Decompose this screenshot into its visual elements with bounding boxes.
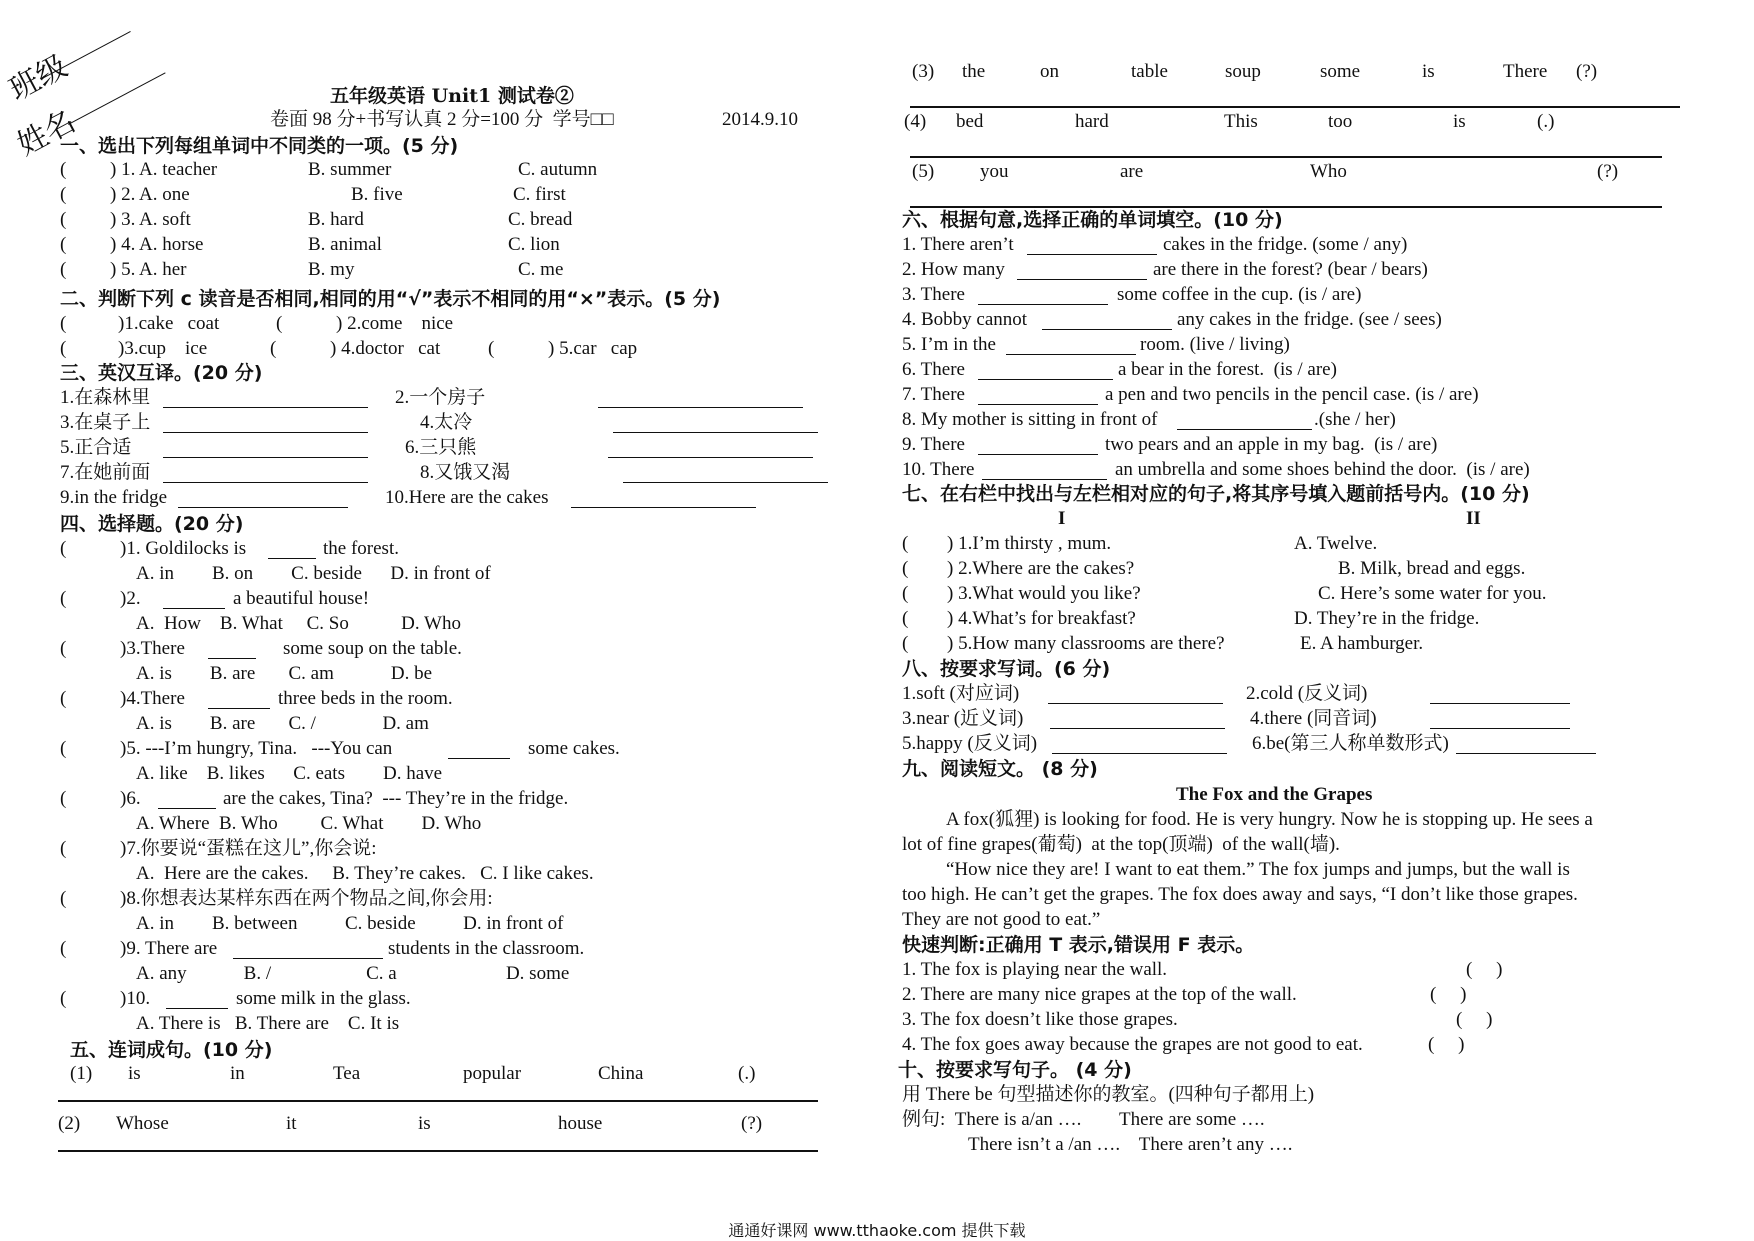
s3-answer-blank[interactable] [163,407,368,408]
s6-answer-blank[interactable] [978,304,1108,305]
s4-paren: ( [60,938,67,959]
s6-answer-blank[interactable] [978,379,1113,380]
s4-answer-blank[interactable] [208,658,256,659]
s3-item-right: 2.一个房子 [395,387,486,408]
section-8-heading: 八、按要求写词。(6 分) [902,658,1111,680]
s5-answer-line-2 [58,1150,818,1152]
name-label: 姓名 [11,103,82,163]
s4-options: A. like B. likes C. eats D. have [136,763,443,784]
section-9-heading: 九、阅读短文。 (8 分) [902,758,1098,780]
s3-answer-blank[interactable] [163,482,368,483]
s4-options: A. Here are the cakes. B. They’re cakes. C. I like cakes. [136,863,594,884]
s7-left-sentence: ) 2.Where are the cakes? [947,558,1135,579]
section-5-heading: 五、连词成句。(10 分) [70,1039,273,1061]
s6-answer-blank[interactable] [1006,354,1136,355]
s5-word: (2) [58,1113,81,1134]
s6-item-stem: 10. There [902,459,975,480]
s4-paren: ( [60,788,67,809]
s5-word: are [1120,161,1144,182]
s4-stem-b: some milk in the glass. [236,988,411,1009]
s4-stem-b: the forest. [323,538,399,559]
s10-line1: 用 There be 句型描述你的教室。(四种句子都用上) [902,1084,1315,1105]
s7-paren: ( [902,558,909,579]
s1-option-c: C. first [513,184,566,205]
s4-answer-blank[interactable] [166,1008,228,1009]
footer-source: 通通好课网 www.tthaoke.com 提供下载 [728,1221,1026,1240]
s2-r2-item4: ) 4.doctor cat [330,338,441,359]
s3-answer-blank[interactable] [163,432,368,433]
s1-option-c: C. bread [508,209,573,230]
exam-title: 五年级英语 Unit1 测试卷② [330,85,574,107]
section-4-heading: 四、选择题。(20 分) [60,513,244,535]
s4-stem-a: )7.你要说“蛋糕在这儿”,你会说: [120,838,377,859]
s6-item-rest: a pen and two pencils in the pencil case. (is / are) [1105,384,1479,405]
s6-item-stem: 5. I’m in the [902,334,996,355]
s4-stem-b: some cakes. [528,738,620,759]
s6-item-stem: 7. There [902,384,965,405]
s7-paren: ( [902,608,909,629]
s5-word: is [1422,61,1435,82]
s4-answer-blank[interactable] [208,708,270,709]
s8-item-right: 4.there (同音词) [1250,708,1377,729]
s7-right-sentence: A. Twelve. [1294,533,1378,554]
s4-paren: ( [60,538,67,559]
s4-stem-a: )4.There [120,688,185,709]
section-1-heading: 一、选出下列每组单词中不同类的一项。(5 分) [60,135,459,157]
s6-answer-blank[interactable] [1027,254,1157,255]
s1-option-c: C. autumn [518,159,598,180]
s4-options: A. any B. / C. a D. some [136,963,570,984]
s5-answer-line-3 [910,106,1680,108]
s1-option-a: ) 2. A. one [110,184,190,205]
s4-paren: ( [60,588,67,609]
s3-item-right: 8.又饿又渴 [420,462,511,483]
s5-word: it [286,1113,297,1134]
reading-p1a: A fox(狐狸) is looking for food. He is very hungry. Now he is stopping up. He sees a [946,809,1593,830]
s5-word: is [418,1113,431,1134]
s6-item-stem: 1. There aren’t [902,234,1014,255]
s6-item-rest: a bear in the forest. (is / are) [1118,359,1337,380]
s6-answer-blank[interactable] [978,454,1098,455]
s4-options: A. is B. are C. am D. be [136,663,433,684]
s4-answer-blank[interactable] [158,808,216,809]
s4-answer-blank[interactable] [233,958,383,959]
s5-word: Whose [116,1113,169,1134]
s5-word: This [1224,111,1258,132]
s4-paren: ( [60,838,67,859]
s4-stem-a: )3.There [120,638,185,659]
s5-answer-line-4 [910,156,1662,158]
s5-word: Who [1310,161,1347,182]
s4-options: A. How B. What C. So D. Who [136,613,461,634]
s8-item-left: 5.happy (反义词) [902,733,1038,754]
s4-options: A. There is B. There are C. It is [136,1013,400,1034]
s7-col-ii: II [1466,508,1481,529]
s6-item-stem: 8. My mother is sitting in front of [902,409,1158,430]
s5-word: (1) [70,1063,93,1084]
s5-word: house [558,1113,603,1134]
s5-word: Tea [333,1063,361,1084]
tf-answer-paren: ( ) [1428,1034,1465,1055]
s5-word: (3) [912,61,935,82]
section-10-heading: 十、按要求写句子。 (4 分) [898,1059,1132,1081]
s2-r2-item3: )3.cup ice [118,338,208,359]
s4-stem-b: three beds in the room. [278,688,453,709]
s8-item-left: 1.soft (对应词) [902,683,1020,704]
tf-statement: 3. The fox doesn’t like those grapes. [902,1009,1178,1030]
s3-answer-blank[interactable] [623,482,828,483]
s7-left-sentence: ) 1.I’m thirsty , mum. [947,533,1112,554]
s7-right-sentence: E. A hamburger. [1300,633,1424,654]
s6-item-rest: .(she / her) [1314,409,1396,430]
s5-word: you [980,161,1009,182]
s5-word: in [230,1063,245,1084]
s3-answer-blank[interactable] [178,507,348,508]
s5-word: (4) [904,111,927,132]
s1-paren: ( [60,234,67,255]
s2-r2-paren3: ( [488,338,495,359]
s7-right-sentence: B. Milk, bread and eggs. [1338,558,1526,579]
s1-option-b: B. five [351,184,403,205]
s7-left-sentence: ) 4.What’s for breakfast? [947,608,1136,629]
s4-stem-a: )10. [120,988,151,1009]
s6-item-rest: cakes in the fridge. (some / any) [1163,234,1408,255]
s6-item-rest: an umbrella and some shoes behind the door. (is / are) [1115,459,1530,480]
s1-option-a: ) 4. A. horse [110,234,204,255]
s6-item-rest: any cakes in the fridge. (see / sees) [1177,309,1442,330]
name-blank [68,72,166,125]
s4-paren: ( [60,988,67,1009]
s3-answer-blank[interactable] [598,407,803,408]
s5-word: soup [1225,61,1261,82]
s4-stem-b: are the cakes, Tina? --- They’re in the fridge. [223,788,569,809]
s4-paren: ( [60,738,67,759]
s4-stem-a: )5. ---I’m hungry, Tina. ---You can [120,738,393,759]
s5-word: the [962,61,986,82]
s1-option-b: B. my [308,259,355,280]
s8-item-right: 2.cold (反义词) [1246,683,1368,704]
s5-word: table [1131,61,1168,82]
s3-answer-blank[interactable] [163,457,368,458]
class-label: 班级 [3,48,74,108]
s3-item-left: 5.正合适 [60,437,132,458]
s8-answer-blank[interactable] [1048,703,1223,704]
s7-left-sentence: ) 5.How many classrooms are there? [947,633,1225,654]
section-7-heading: 七、在右栏中找出与左栏相对应的句子,将其序号填入题前括号内。(10 分) [902,483,1530,505]
s7-paren: ( [902,583,909,604]
s10-line2: 例句: There is a/an …. There are some …. [902,1109,1265,1130]
reading-p2b: too high. He can’t get the grapes. The fox does away and says, “I don’t like those grapes. [902,884,1578,905]
s4-stem-b: some soup on the table. [283,638,462,659]
s1-paren: ( [60,159,67,180]
s7-col-i: I [1058,508,1066,529]
s1-option-c: C. me [518,259,564,280]
s5-word: popular [463,1063,522,1084]
s1-paren: ( [60,209,67,230]
section-3-heading: 三、英汉互译。(20 分) [60,362,263,384]
s5-word: (?) [1576,61,1598,82]
s8-answer-blank[interactable] [1456,753,1596,754]
s3-item-right: 10.Here are the cakes [385,487,549,508]
s3-item-left: 3.在桌子上 [60,412,151,433]
s6-item-stem: 6. There [902,359,965,380]
tf-statement: 4. The fox goes away because the grapes are not good to eat. [902,1034,1363,1055]
tf-statement: 1. The fox is playing near the wall. [902,959,1168,980]
reading-p2a: “How nice they are! I want to eat them.” The fox jumps and jumps, but the wall is [946,859,1570,880]
s1-option-b: B. animal [308,234,382,255]
s2-r2-paren2: ( [270,338,277,359]
s6-item-rest: two pears and an apple in my bag. (is / are) [1105,434,1438,455]
s3-item-right: 6.三只熊 [405,437,477,458]
s2-r1-paren2: ( [276,313,283,334]
s8-answer-blank[interactable] [1430,728,1570,729]
s4-stem-a: )6. [120,788,141,809]
s5-word: hard [1075,111,1109,132]
s8-item-right: 6.be(第三人称单数形式) [1252,733,1449,754]
exam-subtitle: 卷面 98 分+书写认真 2 分=100 分 学号□□ [270,109,614,130]
s4-paren: ( [60,688,67,709]
s7-paren: ( [902,633,909,654]
s5-word: too [1328,111,1353,132]
s5-word: There [1503,61,1548,82]
s5-word: (.) [1537,111,1555,132]
s6-answer-blank[interactable] [1042,329,1172,330]
s4-paren: ( [60,888,67,909]
s1-paren: ( [60,259,67,280]
s6-item-rest: some coffee in the cup. (is / are) [1117,284,1362,305]
s8-item-left: 3.near (近义词) [902,708,1024,729]
s6-answer-blank[interactable] [982,479,1107,480]
s4-stem-a: )1. Goldilocks is [120,538,247,559]
s7-right-sentence: D. They’re in the fridge. [1294,608,1480,629]
s5-word: China [598,1063,644,1084]
tf-answer-paren: ( ) [1456,1009,1493,1030]
s7-left-sentence: ) 3.What would you like? [947,583,1141,604]
s3-item-right: 4.太冷 [420,412,473,433]
s6-item-stem: 3. There [902,284,965,305]
s4-stem-a: )9. There are [120,938,218,959]
s5-word: (?) [741,1113,763,1134]
s4-options: A. Where B. Who C. What D. Who [136,813,482,834]
s5-word: (.) [738,1063,756,1084]
section-6-heading: 六、根据句意,选择正确的单词填空。(10 分) [902,209,1283,231]
s6-item-stem: 2. How many [902,259,1005,280]
reading-p2c: They are not good to eat.” [902,909,1101,930]
tf-heading: 快速判断:正确用 T 表示,错误用 F 表示。 [902,934,1255,956]
s4-options: A. is B. are C. / D. am [136,713,429,734]
tf-answer-paren: ( ) [1430,984,1467,1005]
s3-item-left: 1.在森林里 [60,387,151,408]
s4-stem-b: students in the classroom. [388,938,585,959]
s6-item-stem: 4. Bobby cannot [902,309,1028,330]
s4-answer-blank[interactable] [163,608,225,609]
s5-answer-line-1 [58,1100,818,1102]
s1-option-a: ) 3. A. soft [110,209,191,230]
s4-stem-a: )8.你想表达某样东西在两个物品之间,你会用: [120,888,493,909]
s5-word: (5) [912,161,935,182]
section-2-heading: 二、判断下列 c 读音是否相同,相同的用“√”表示不相同的用“×”表示。(5 分) [60,288,721,310]
s8-answer-blank[interactable] [1052,753,1227,754]
s3-answer-blank[interactable] [608,457,813,458]
s6-answer-blank[interactable] [1017,279,1147,280]
s2-r1-item1: )1.cake coat [118,313,220,334]
reading-title: The Fox and the Grapes [1176,784,1373,805]
tf-answer-paren: ( ) [1466,959,1503,980]
s7-right-sentence: C. Here’s some water for you. [1318,583,1547,604]
s6-answer-blank[interactable] [1177,429,1312,430]
s8-answer-blank[interactable] [1050,728,1225,729]
s3-answer-blank[interactable] [571,507,756,508]
s3-item-left: 7.在她前面 [60,462,151,483]
s4-paren: ( [60,638,67,659]
s5-word: (?) [1597,161,1619,182]
tf-statement: 2. There are many nice grapes at the top of the wall. [902,984,1297,1005]
s6-answer-blank[interactable] [978,404,1098,405]
s2-r1-paren1: ( [60,313,67,334]
reading-p1b: lot of fine grapes(葡萄) at the top(顶端) of the wall(墙). [902,834,1340,855]
s7-paren: ( [902,533,909,554]
s1-option-a: ) 5. A. her [110,259,187,280]
s10-line3: There isn’t a /an …. There aren’t any …. [968,1134,1293,1155]
s6-item-stem: 9. There [902,434,965,455]
s1-option-b: B. summer [308,159,392,180]
s5-word: bed [956,111,984,132]
s4-answer-blank[interactable] [448,758,510,759]
s6-item-rest: are there in the forest? (bear / bears) [1153,259,1428,280]
s2-r1-item2: ) 2.come nice [336,313,454,334]
s2-r2-item5: ) 5.car cap [548,338,638,359]
s8-answer-blank[interactable] [1430,703,1570,704]
s3-item-left: 9.in the fridge [60,487,168,508]
s3-answer-blank[interactable] [613,432,818,433]
s5-word: is [1453,111,1466,132]
s1-paren: ( [60,184,67,205]
s1-option-c: C. lion [508,234,560,255]
s4-options: A. in B. between C. beside D. in front of [136,913,564,934]
s1-option-b: B. hard [308,209,364,230]
s1-option-a: ) 1. A. teacher [110,159,218,180]
s4-stem-b: a beautiful house! [233,588,370,609]
s5-word: is [128,1063,141,1084]
s5-word: on [1040,61,1059,82]
s4-options: A. in B. on C. beside D. in front of [136,563,491,584]
s5-word: some [1320,61,1361,82]
s4-stem-a: )2. [120,588,141,609]
s6-item-rest: room. (live / living) [1140,334,1290,355]
s2-r2-paren1: ( [60,338,67,359]
exam-date: 2014.9.10 [722,109,798,130]
s4-answer-blank[interactable] [268,558,316,559]
